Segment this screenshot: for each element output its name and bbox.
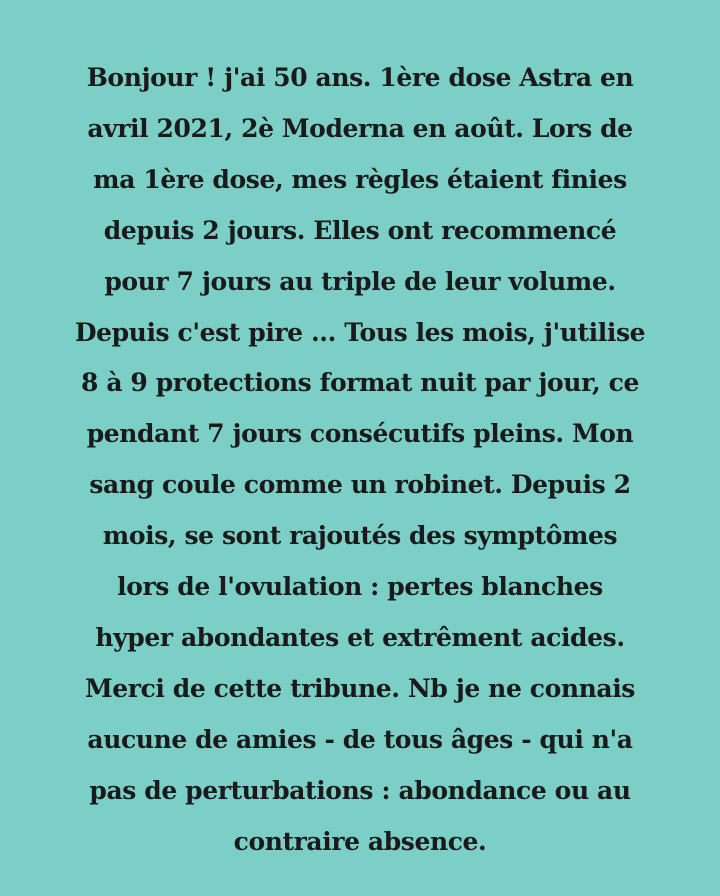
testimony-line: hyper abondantes et extrêment acides. bbox=[95, 622, 625, 652]
testimony-text bbox=[60, 53, 660, 868]
testimony-line: sang coule comme un robinet. Depuis 2 bbox=[89, 470, 631, 500]
testimony-line: depuis 2 jours. Elles ont recommencé bbox=[103, 215, 617, 245]
testimony-line: lors de l'ovulation : pertes blanches bbox=[117, 572, 603, 602]
testimony-line: contraire absence. bbox=[233, 826, 487, 856]
testimony-line: aucune de amies - de tous âges - qui n'a bbox=[87, 724, 633, 754]
testimony-line: mois, se sont rajoutés des symptômes bbox=[102, 521, 618, 551]
testimony-line: Depuis c'est pire ... Tous les mois, j'utilise bbox=[74, 317, 646, 347]
testimony-line: pendant 7 jours consécutifs pleins. Mon bbox=[86, 419, 634, 449]
testimony-line: Bonjour ! j'ai 50 ans. 1ère dose Astra en bbox=[86, 63, 634, 92]
testimony-line: pour 7 jours au triple de leur volume. bbox=[104, 266, 616, 296]
testimony-line: ma 1ère dose, mes règles étaient finies bbox=[93, 164, 627, 194]
testimony-line: 8 à 9 protections format nuit par jour, ce bbox=[81, 368, 639, 398]
testimony-line: Merci de cette tribune. Nb je ne connais bbox=[85, 673, 635, 703]
testimony-line: avril 2021, 2è Moderna en août. Lors de bbox=[87, 113, 633, 143]
testimony-line: pas de perturbations : abondance ou au bbox=[89, 775, 631, 805]
